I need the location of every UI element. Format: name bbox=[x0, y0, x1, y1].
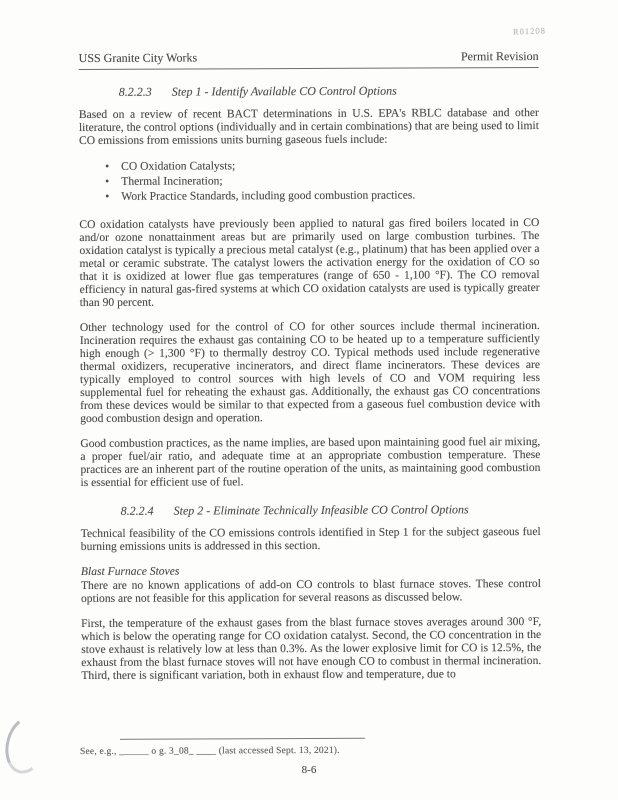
list-item: • Work Practice Standards, including good combustion practices. bbox=[105, 187, 539, 204]
section-heading-8223 bbox=[119, 83, 539, 100]
paragraph-oxidation-catalysts: CO oxidation catalysts have previously been applied to natural gas fired boilers located in CO and/or ozone nonattainment areas but are primarily used on large combustion turbines. The oxidation catalyst is typically a precious metal catalyst (e.g., platinum) that has been applied over a metal or ceramic substrate. The catalyst lowers the activation energy for the oxidation of CO so that it is oxidized at lower flue gas temperatures (range of 650 - 1,100 °F). The CO removal efficiency in natural gas-fired systems at which CO oxidation catalysts are used is typically greater than 90 percent. bbox=[79, 215, 540, 310]
list-item: • Thermal Incineration; bbox=[105, 172, 539, 189]
header-doc-type: Permit Revision bbox=[460, 48, 539, 64]
paragraph-blast-reasons: First, the temperature of the exhaust gases from the blast furnace stoves averages around 300 °F, which is below the operating range for CO oxidation catalyst. Second, the CO concentration in the stove exhaust is relatively low at less than 0.3%. As the lower explosive limit for CO is 12.5%, the exhaust from the blast furnace stoves will not have enough CO to combust in thermal incineration. Third, there is significant variation, both in exhaust flow and temperature, due to bbox=[81, 614, 542, 683]
list-item: • CO Oxidation Catalysts; bbox=[105, 157, 539, 174]
paragraph-intro: Based on a review of recent BACT determinations in U.S. EPA's RBLC database and other literature, the control options (individually and in certain combinations) that are being used to limit CO emissions from emissions units burning gaseous fuels include: bbox=[78, 105, 539, 148]
paragraph-no-known-applications: There are no known applications of add-on CO controls to blast furnace stoves. These control options are not feasible for this application for several reasons as discussed below. bbox=[80, 576, 541, 606]
section-title: Step 2 - Eliminate Technically Infeasible CO Control Options bbox=[173, 502, 469, 518]
footnote-separator-rule bbox=[120, 738, 365, 740]
footnote-text: See, e.g., ______ o g. 3_08_ ____ (last accessed Sept. 13, 2021). bbox=[79, 745, 340, 758]
section-title: Step 1 - Identify Available CO Control Options bbox=[171, 83, 397, 99]
paragraph-thermal-incineration: Other technology used for the control of CO for other sources include thermal incineration. Incineration requires the exhaust gas containing CO to be heated up to a temperature sufficiently high enough (> 1,300 °F) to thermally destroy CO. Typical methods used include regenerative thermal oxidizers, recuperative incinerators, and direct flame incinerators. These devices are typically employed to control sources with high levels of CO and VOM requiring less supplemental fuel for reheating the exhaust gas. Additionally, the exhaust gas CO concentrations from these devices would be similar to that expected from a gaseous fuel combustion device with good combustion design and operation. bbox=[79, 318, 541, 426]
footnote-section bbox=[80, 737, 540, 757]
header-facility-name: USS Granite City Works bbox=[78, 50, 198, 66]
scan-stamp: R01208 bbox=[512, 25, 547, 37]
paragraph-good-combustion: Good combustion practices, as the name implies, are based upon maintaining good fuel air mixing, a proper fuel/air ratio, and adequate time at an appropriate combustion temperature. These practices are an inherent part of the routine operation of the units, as maintaining good combustion is essential for efficient use of fuel. bbox=[80, 434, 541, 490]
control-options-list bbox=[105, 157, 539, 204]
section-number: 8.2.2.3 bbox=[118, 84, 152, 99]
page-number: 8-6 bbox=[301, 764, 317, 776]
paragraph-feasibility: Technical feasibility of the CO emissions controls identified in Step 1 for the subject gaseous fuel burning emissions units is addressed in this section. bbox=[80, 524, 541, 554]
document-header bbox=[79, 49, 539, 70]
document-content bbox=[79, 49, 542, 694]
subheading-blast-furnace-stoves: Blast Furnace Stoves bbox=[80, 564, 180, 579]
section-heading-8224 bbox=[121, 502, 541, 519]
section-number: 8.2.2.4 bbox=[120, 503, 154, 518]
